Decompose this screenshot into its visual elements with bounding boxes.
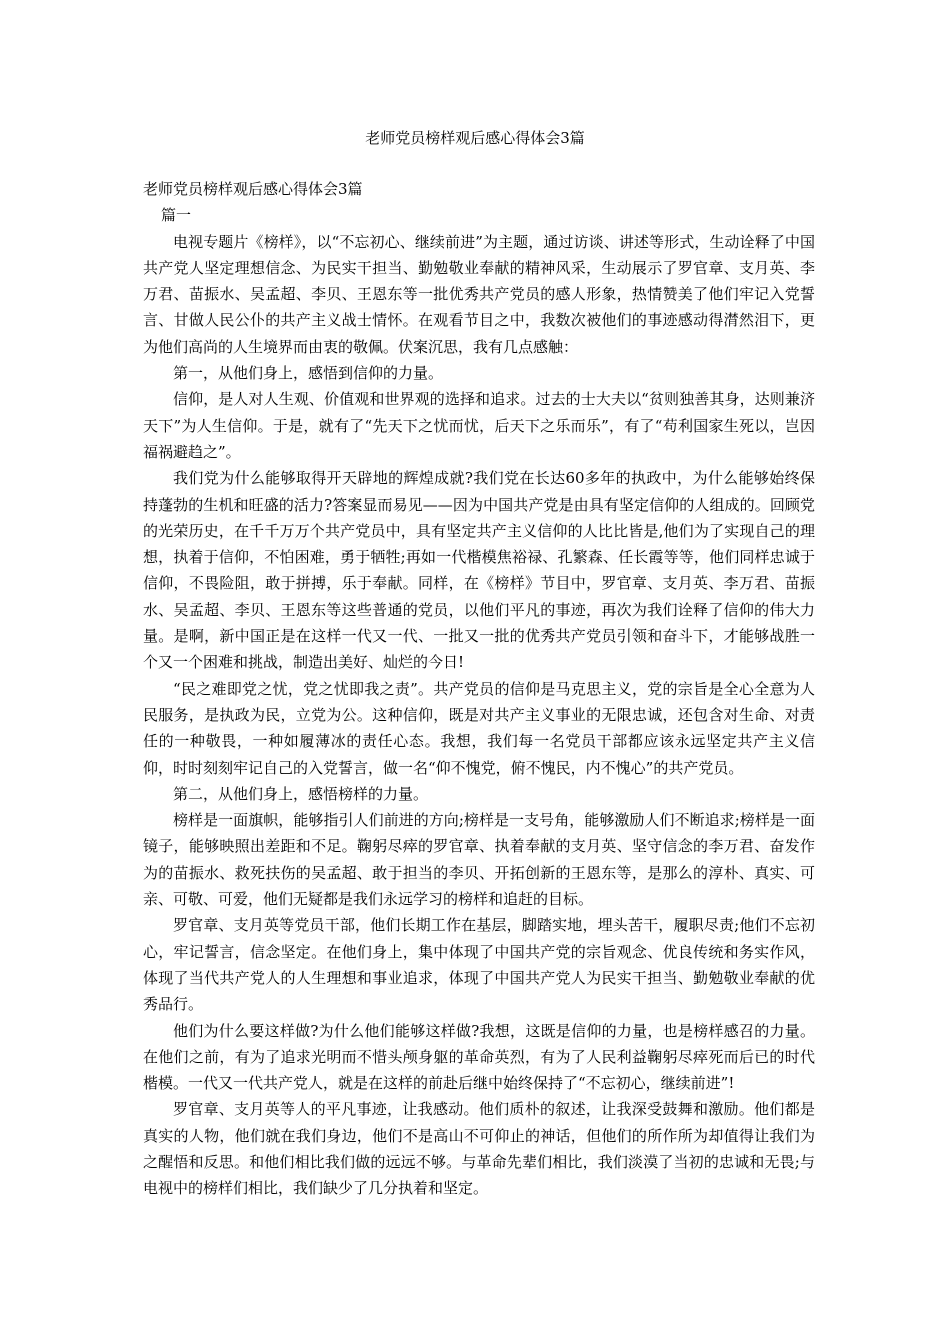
paragraph: 罗官章、支月英等党员干部，他们长期工作在基层，脚踏实地，埋头苦干，履职尽责;他们不忘初心，牢记誓言，信念坚定。在他们身上，集中体现了中国共产党的宗旨观念、优良传统和务实作风，体现了当代共产党人的人生理想和事业追求，体现了中国共产党人为民实干担当、勤勉敬业奉献的优秀品行。 (143, 916, 815, 1014)
paragraph: 榜样是一面旗帜，能够指引人们前进的方向;榜样是一支号角，能够激励人们不断追求;榜样是一面镜子，能够映照出差距和不足。鞠躬尽瘁的罗官章、执着奉献的支月英、坚守信念的李万君、奋发作为的苗振水、救死扶伤的吴孟超、敢于担当的李贝、开拓创新的王恩东等，是那么的淳朴、真实、可亲、可敬、可爱，他们无疑都是我们永远学习的榜样和追赶的目标。 (143, 811, 815, 909)
paragraph: 我们党为什么能够取得开天辟地的辉煌成就?我们党在长达60多年的执政中，为什么能够始终保持蓬勃的生机和旺盛的活力?答案显而易见——因为中国共产党是由具有坚定信仰的人组成的。回顾党的光荣历史，在千千万万个共产党员中，具有坚定共产主义信仰的人比比皆是,他们为了实现自己的理想，执着于信仰，不怕困难，勇于牺牲;再如一代楷模焦裕禄、孔繁森、任长霞等等，他们同样忠诚于信仰，不畏险阻，敢于拼搏，乐于奉献。同样，在《榜样》节目中，罗官章、支月英、李万君、苗振水、吴孟超、李贝、王恩东等这些普通的党员，以他们平凡的事迹，再次为我们诠释了信仰的伟大力量。是啊，新中国正是在这样一代又一代、一批又一批的优秀共产党员引领和奋斗下，才能够战胜一个又一个困难和挑战，制造出美好、灿烂的今日! (143, 469, 815, 672)
paragraph: 他们为什么要这样做?为什么他们能够这样做?我想，这既是信仰的力量，也是榜样感召的力量。在他们之前，有为了追求光明而不惜头颅身躯的革命英烈，有为了人民利益鞠躬尽瘁死而后已的时代楷模。一代又一代共产党人，就是在这样的前赴后继中始终保持了“不忘初心，继续前进”! (143, 1021, 815, 1093)
paragraph: 信仰，是人对人生观、价值观和世界观的选择和追求。过去的士大夫以“贫则独善其身，达则兼济天下”为人生信仰。于是，就有了“先天下之忧而忧，后天下之乐而乐”，有了“苟利国家生死以，岂因福祸避趋之”。 (143, 390, 815, 461)
section-label: 篇一 (161, 206, 192, 225)
paragraph: “民之难即党之忧，党之忧即我之责”。共产党员的信仰是马克思主义，党的宗旨是全心全意为人民服务，是执政为民，立党为公。这种信仰，既是对共产主义事业的无限忠诚，还包含对生命、对责任的一种敬畏，一种如履薄冰的责任心态。我想，我们每一名党员干部都应该永远坚定共产主义信仰，时时刻刻牢记自己的入党誓言，做一名“仰不愧党，俯不愧民，内不愧心”的共产党员。 (143, 679, 815, 777)
paragraph: 电视专题片《榜样》，以“不忘初心、继续前进”为主题，通过访谈、讲述等形式，生动诠释了中国共产党人坚定理想信念、为民实干担当、勤勉敬业奉献的精神风采，生动展示了罗官章、支月英、李万君、苗振水、吴孟超、李贝、王恩东等一批优秀共产党员的感人形象，热情赞美了他们牢记入党誓言、甘做人民公仆的共产主义战士情怀。在观看节目之中，我数次被他们的事迹感动得潸然泪下，更为他们高尚的人生境界而由衷的敬佩。伏案沉思，我有几点感触： (143, 232, 815, 356)
paragraph-heading: 第一，从他们身上，感悟到信仰的力量。 (173, 364, 444, 383)
document-subtitle: 老师党员榜样观后感心得体会3篇 (143, 180, 363, 198)
paragraph-heading: 第二，从他们身上，感悟榜样的力量。 (173, 784, 429, 803)
document-title: 老师党员榜样观后感心得体会3篇 (365, 129, 585, 147)
document-body (143, 176, 815, 1202)
paragraph: 罗官章、支月英等人的平凡事迹，让我感动。他们质朴的叙述，让我深受鼓舞和激励。他们都是真实的人物，他们就在我们身边，他们不是高山不可仰止的神话，但他们的所作所为却值得让我们为之醒悟和反思。和他们相比我们做的远远不够。与革命先辈们相比，我们淡漠了当初的忠诚和无畏;与电视中的榜样们相比，我们缺少了几分执着和坚定。 (143, 1100, 815, 1198)
